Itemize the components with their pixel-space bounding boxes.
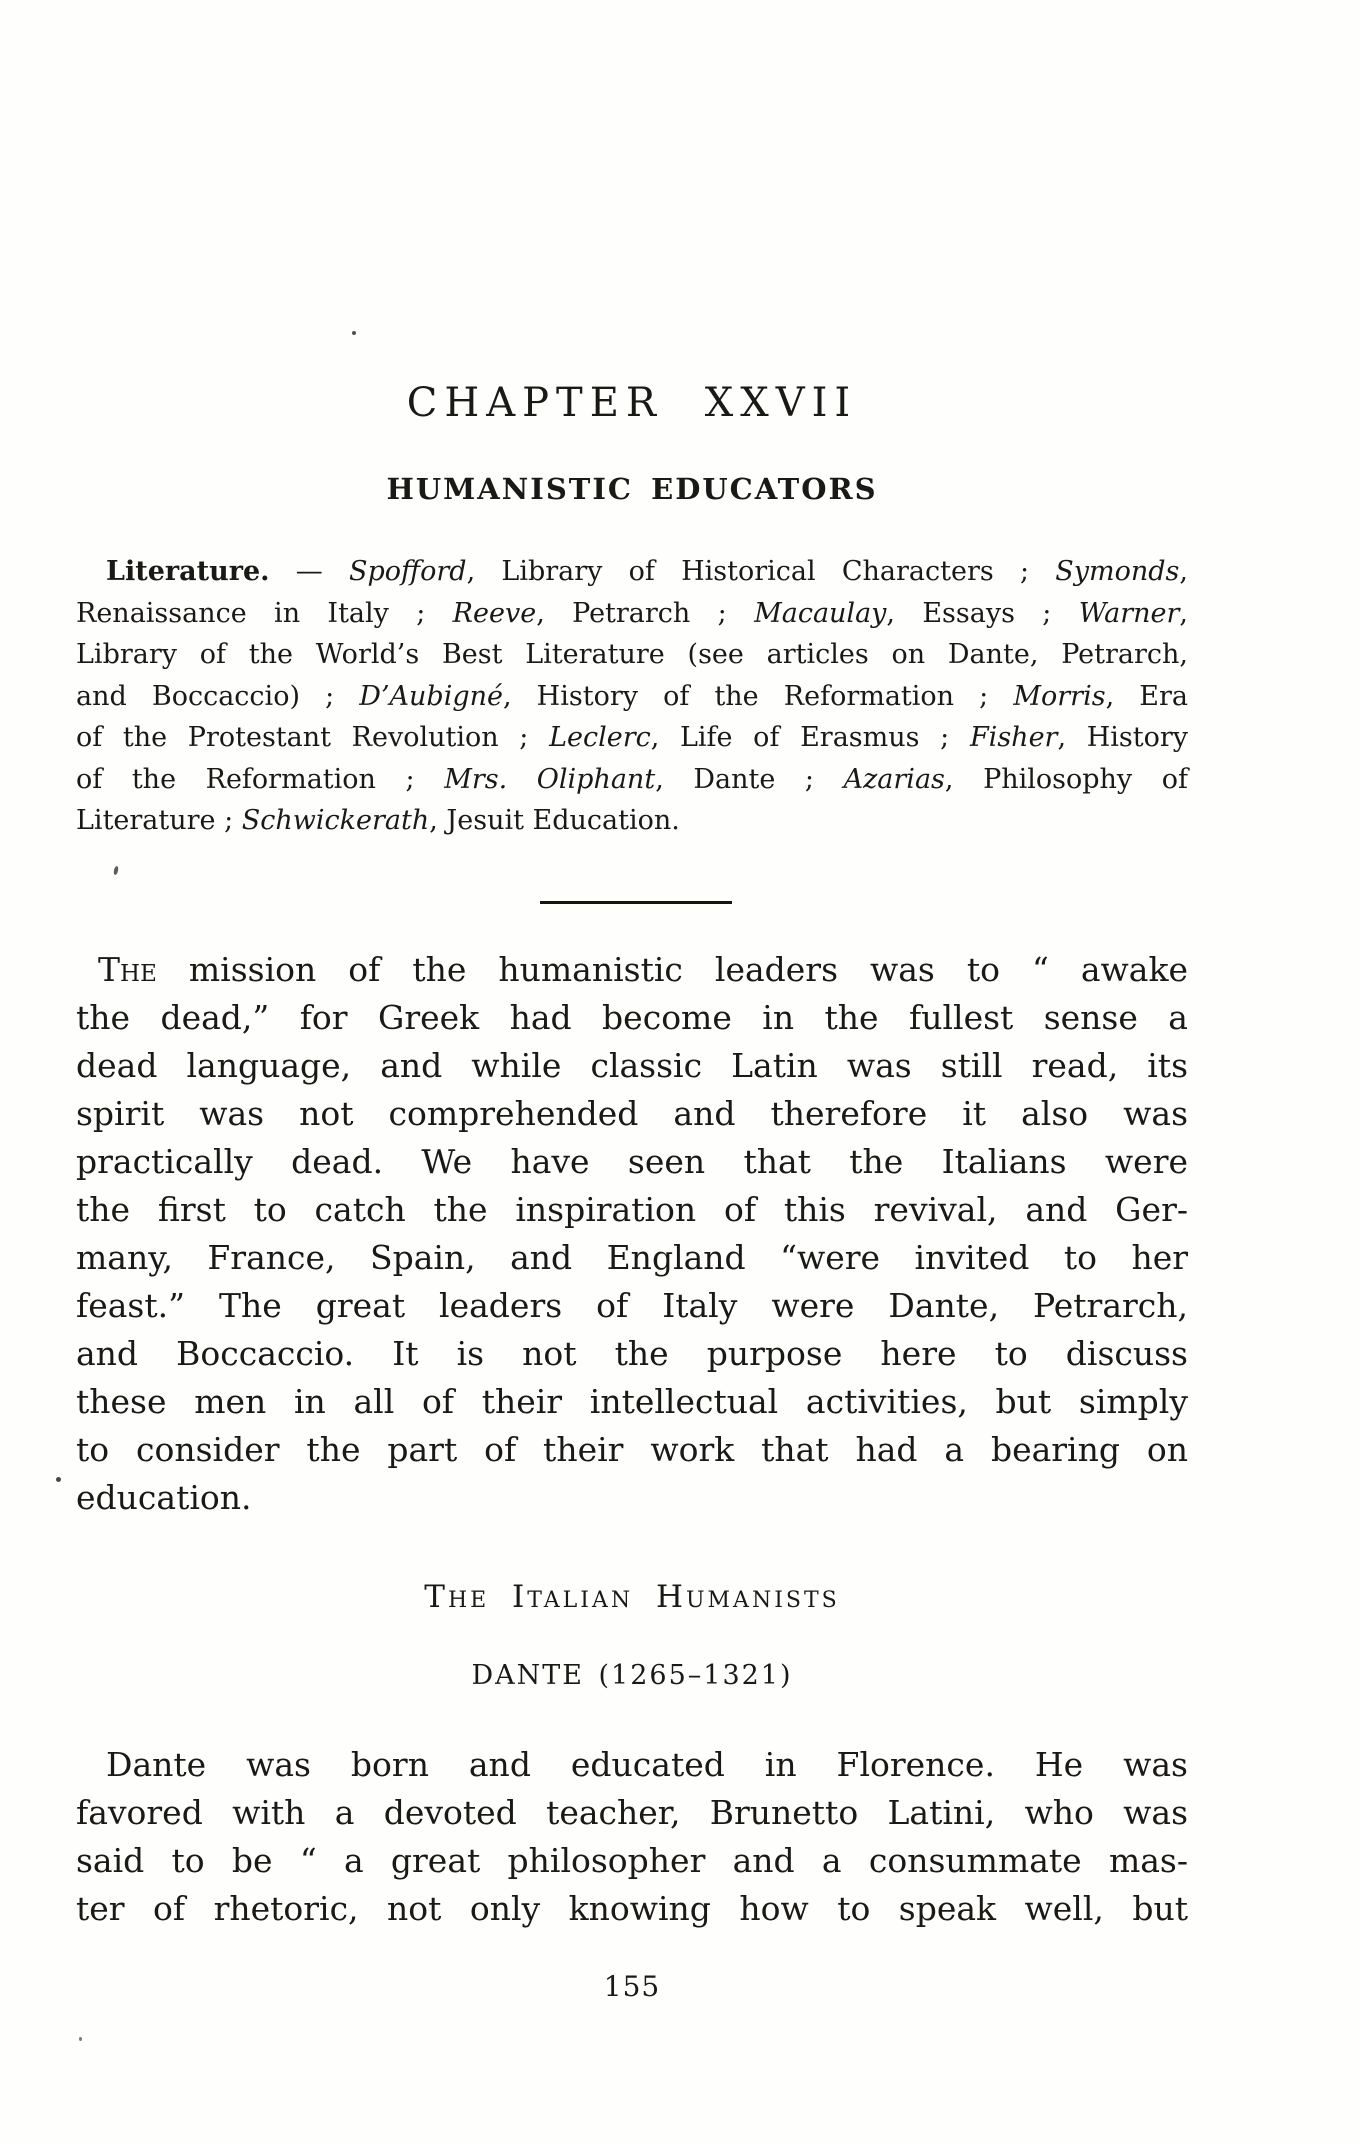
section-heading: The Italian Humanists	[424, 1579, 840, 1615]
text-line: practically dead. We have seen that the Italians were	[76, 1142, 1188, 1181]
text-line: of the Reformation ; Mrs. Oliphant, Dante ; Azarias, Philosophy of	[76, 763, 1189, 795]
text-line: feast.” The great leaders of Italy were Dante, Petrarch,	[76, 1286, 1188, 1325]
text-line: The mission of the humanistic leaders was to “ awake	[98, 950, 1188, 989]
text-line: said to be “ a great philosopher and a consummate mas-	[76, 1841, 1188, 1880]
text-line: the first to catch the inspiration of this revival, and Ger-	[76, 1190, 1188, 1229]
chapter-subtitle: HUMANISTIC EDUCATORS	[386, 472, 878, 506]
text-line: and Boccaccio. It is not the purpose here to discuss	[76, 1334, 1188, 1373]
ink-speck	[352, 331, 356, 335]
text-line: Renaissance in Italy ; Reeve, Petrarch ; Macaulay, Essays ; Warner,	[76, 597, 1188, 629]
divider-rule	[540, 901, 732, 904]
dante-paragraph	[76, 1741, 1188, 1933]
text-line: the dead,” for Greek had become in the fullest sense a	[76, 998, 1188, 1037]
text-line: many, France, Spain, and England “were invited to her	[76, 1238, 1188, 1277]
text-line: Literature. — Spofford, Library of Historical Characters ; Symonds,	[106, 556, 1188, 587]
text-line: of the Protestant Revolution ; Leclerc, Life of Erasmus ; Fisher, History	[76, 722, 1189, 753]
text-line: Literature ; Schwickerath, Jesuit Education.	[76, 805, 680, 836]
text-line: Dante was born and educated in Florence. He was	[106, 1745, 1188, 1784]
page-number: 155	[603, 1970, 661, 2003]
text-line: dead language, and while classic Latin was still read, its	[76, 1046, 1188, 1085]
literature-paragraph	[76, 551, 1188, 842]
text-line: spirit was not comprehended and therefore it also was	[76, 1094, 1188, 1133]
ink-speck	[79, 2037, 82, 2041]
text-line: to consider the part of their work that had a bearing on	[76, 1430, 1188, 1469]
text-line: favored with a devoted teacher, Brunetto Latini, who was	[76, 1793, 1188, 1832]
intro-paragraph	[76, 946, 1188, 1522]
ink-speck	[56, 1477, 61, 1482]
chapter-title: CHAPTER XXVII	[406, 380, 858, 426]
ink-speck	[113, 866, 119, 876]
text-line: Library of the World’s Best Literature (see articles on Dante, Petrarch,	[76, 639, 1188, 670]
text-line: education.	[76, 1478, 252, 1517]
text-line: and Boccaccio) ; D’Aubigné, History of the Reformation ; Morris, Era	[76, 680, 1188, 712]
subsection-heading: DANTE (1265–1321)	[471, 1660, 793, 1691]
text-line: these men in all of their intellectual activities, but simply	[76, 1382, 1188, 1421]
text-line: ter of rhetoric, not only knowing how to speak well, but	[76, 1889, 1188, 1928]
